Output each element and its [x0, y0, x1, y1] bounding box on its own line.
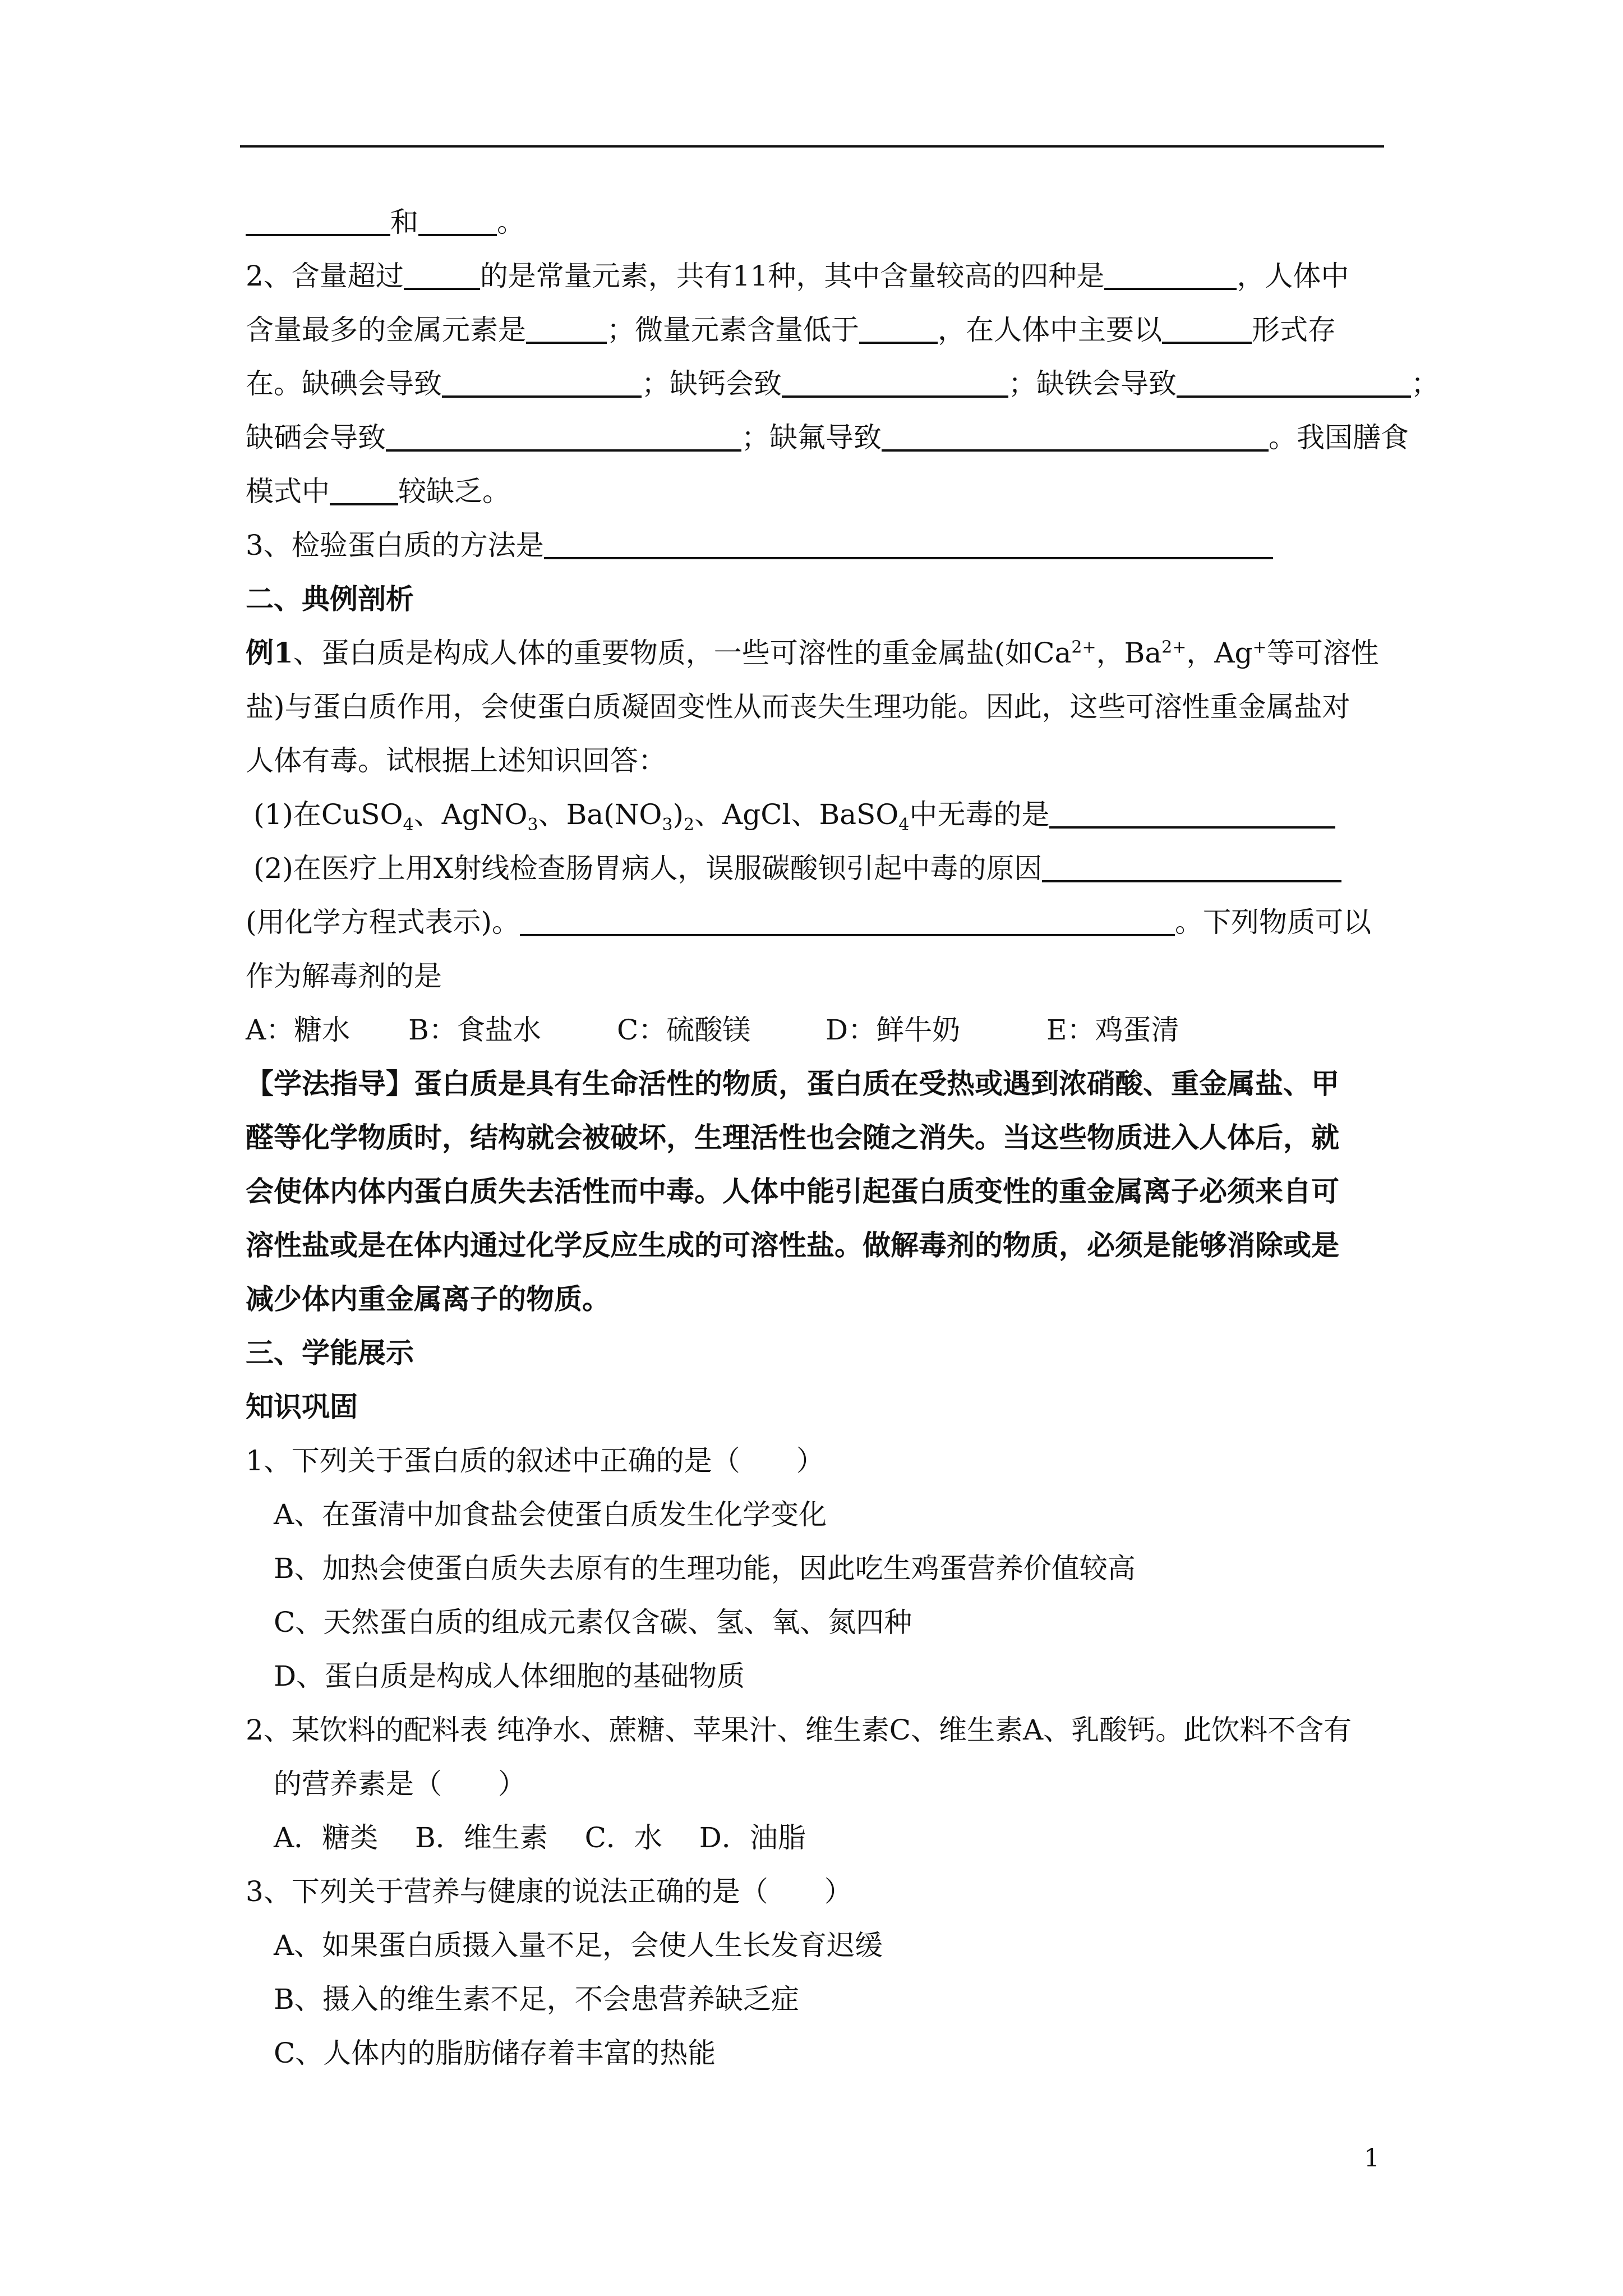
answer-blank[interactable] — [246, 207, 390, 236]
subscript: 4 — [403, 815, 414, 835]
answer-blank[interactable] — [1049, 799, 1335, 829]
question-2-stem: 2、某饮料的配料表 纯净水、蔗糖、苹果汁、维生素C、维生素A、乳酸钙。此饮料不含有 — [246, 1714, 1352, 1746]
text: 含量最多的金属元素是 — [246, 314, 526, 346]
text: 缺硒会导致 — [246, 421, 386, 454]
text: (2)在医疗上用X射线检查肠胃病人，误服碳酸钡引起中毒的原因 — [253, 852, 1043, 885]
text: 2、含量超过 — [246, 260, 404, 292]
guide-line-1: 【学法指导】蛋白质是具有生命活性的物质，蛋白质在受热或遇到浓硝酸、重金属盐、甲 — [246, 1067, 1339, 1100]
fill-line-1 — [246, 259, 1349, 293]
text: ，Ba — [1096, 637, 1162, 669]
example-1-options — [246, 1013, 1179, 1047]
text: 。 — [497, 206, 525, 238]
text: 模式中 — [246, 475, 330, 508]
example-1-question-1 — [253, 798, 1335, 835]
answer-blank[interactable] — [1104, 261, 1237, 290]
superscript: 2+ — [1071, 637, 1096, 657]
text: ；微量元素含量低于 — [607, 314, 859, 346]
text: 、AgCl、BaSO — [694, 798, 899, 831]
option-a[interactable]: A：糖水 — [246, 1014, 351, 1046]
answer-blank[interactable] — [526, 315, 607, 344]
answer-blank[interactable] — [404, 261, 480, 290]
page-number: 1 — [1364, 2144, 1380, 2173]
answer-blank[interactable] — [1177, 369, 1411, 398]
answer-blank[interactable] — [544, 530, 1273, 559]
superscript: 2+ — [1161, 637, 1187, 657]
example-1-line-1 — [246, 636, 1379, 670]
fill-line-5 — [246, 475, 510, 508]
subscript: 3 — [662, 815, 673, 835]
answer-blank[interactable] — [418, 207, 497, 236]
text: ，在人体中主要以 — [938, 314, 1162, 346]
subscript: 2 — [684, 815, 695, 835]
fill-line-0 — [246, 205, 525, 239]
option-e[interactable]: E：鸡蛋清 — [1046, 1014, 1179, 1046]
question-1-option-c[interactable]: C、天然蛋白质的组成元素仅含碳、氢、氧、氮四种 — [274, 1606, 912, 1639]
question-1-option-d[interactable]: D、蛋白质是构成人体细胞的基础物质 — [274, 1660, 745, 1692]
text: 的是常量元素，共有11种，其中含量较高的四种是 — [479, 260, 1105, 292]
guide-line-5: 减少体内重金属离子的物质。 — [246, 1282, 610, 1315]
text: ；缺铁会导致 — [1008, 367, 1177, 400]
answer-blank[interactable] — [1042, 853, 1341, 882]
question-1-option-b[interactable]: B、加热会使蛋白质失去原有的生理功能，因此吃生鸡蛋营养价值较高 — [274, 1552, 1136, 1585]
text: ，人体中 — [1237, 260, 1349, 292]
guide-line-4: 溶性盐或是在体内通过化学反应生成的可溶性盐。做解毒剂的物质，必须是能够消除或是 — [246, 1228, 1339, 1262]
answer-blank[interactable] — [520, 907, 1175, 936]
text: 、Ba(NO — [538, 798, 662, 831]
question-1-option-a[interactable]: A、在蛋清中加食盐会使蛋白质发生化学变化 — [274, 1498, 827, 1531]
fill-line-4 — [246, 421, 1409, 454]
text: ；缺氟导致 — [741, 421, 882, 454]
subscript: 3 — [527, 815, 538, 835]
text: 中无毒的是 — [909, 798, 1050, 831]
guide-line-3: 会使体内体内蛋白质失去活性而中毒。人体中能引起蛋白质变性的重金属离子必须来自可 — [246, 1175, 1339, 1208]
answer-blank[interactable] — [330, 476, 398, 505]
text: 较缺乏。 — [398, 475, 510, 508]
option-c[interactable]: C：硫酸镁 — [617, 1014, 751, 1046]
answer-blank[interactable] — [386, 422, 741, 452]
text: ； — [1411, 367, 1439, 400]
question-3-option-a[interactable]: A、如果蛋白质摄入量不足，会使人生长发育迟缓 — [274, 1929, 883, 1962]
option-b[interactable]: B：食盐水 — [408, 1014, 541, 1046]
text: ；缺钙会致 — [642, 367, 782, 400]
text: 在。缺碘会导致 — [246, 367, 442, 400]
fill-line-6 — [246, 528, 1273, 562]
answer-blank[interactable] — [859, 315, 938, 344]
question-3-stem: 3、下列关于营养与健康的说法正确的是（ ） — [246, 1875, 852, 1908]
question-1-stem: 1、下列关于蛋白质的叙述中正确的是（ ） — [246, 1444, 824, 1477]
text: 。下列物质可以 — [1175, 906, 1372, 938]
fill-line-2 — [246, 313, 1336, 347]
example-1-question-2 — [253, 852, 1341, 885]
section-3-subtitle: 知识巩固 — [246, 1390, 358, 1423]
question-2-options[interactable]: A．糖类 B．维生素 C．水 D．油脂 — [274, 1821, 806, 1854]
subscript: 4 — [898, 815, 910, 835]
text: (用化学方程式表示)。 — [246, 906, 520, 938]
answer-blank[interactable] — [782, 369, 1008, 398]
fill-line-3 — [246, 367, 1439, 401]
example-1-question-2-cont — [246, 905, 1371, 939]
text: 。我国膳食 — [1269, 421, 1409, 454]
guide-line-2: 醛等化学物质时，结构就会被破坏，生理活性也会随之消失。当这些物质进入人体后，就 — [246, 1121, 1339, 1154]
example-label: 例1 — [246, 636, 293, 669]
text: ) — [672, 798, 684, 831]
section-3-title: 三、学能展示 — [246, 1336, 414, 1369]
text: 、AgNO — [413, 798, 528, 831]
answer-blank[interactable] — [1162, 315, 1252, 344]
question-3-option-b[interactable]: B、摄入的维生素不足，不会患营养缺乏症 — [274, 1983, 799, 2016]
text: ，Ag — [1186, 637, 1253, 669]
text: 形式存 — [1252, 314, 1336, 346]
question-3-option-c[interactable]: C、人体内的脂肪储存着丰富的热能 — [274, 2037, 716, 2069]
text: 等可溶性 — [1266, 637, 1379, 669]
text: 和 — [390, 206, 418, 238]
text: 3、检验蛋白质的方法是 — [246, 529, 544, 562]
example-1-question-2-tail: 作为解毒剂的是 — [246, 960, 442, 992]
question-2-stem-cont: 的营养素是（ ） — [274, 1768, 526, 1800]
header-rule — [240, 145, 1384, 148]
answer-blank[interactable] — [442, 369, 642, 398]
text: 、蛋白质是构成人体的重要物质，一些可溶性的重金属盐(如Ca — [293, 637, 1072, 669]
example-1-line-3: 人体有毒。试根据上述知识回答： — [246, 744, 666, 777]
text: (1)在CuSO — [253, 798, 403, 831]
example-1-line-2: 盐)与蛋白质作用，会使蛋白质凝固变性从而丧失生理功能。因此，这些可溶性重金属盐对 — [246, 691, 1350, 723]
option-d[interactable]: D：鲜牛奶 — [826, 1014, 961, 1046]
answer-blank[interactable] — [882, 422, 1269, 452]
superscript: + — [1252, 637, 1267, 657]
section-2-title: 二、典例剖析 — [246, 582, 414, 615]
